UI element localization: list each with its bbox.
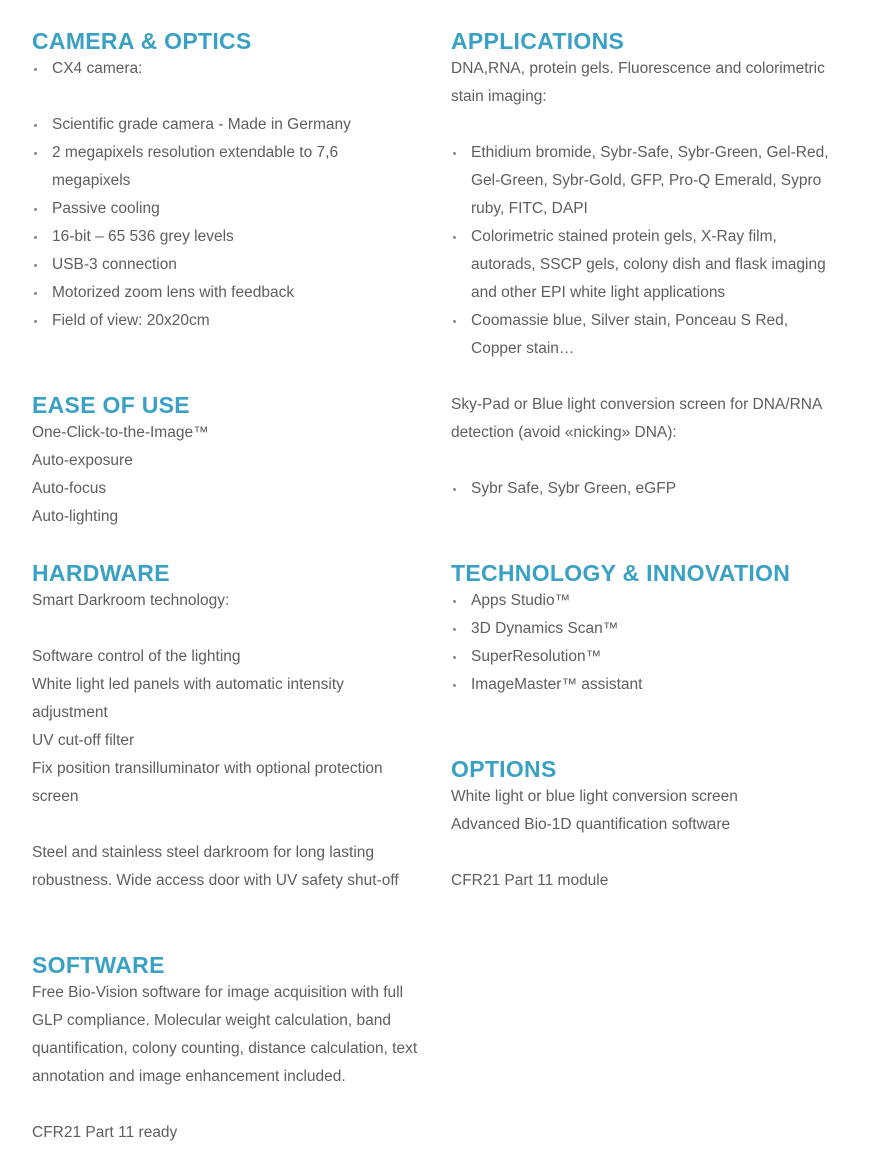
camera-optics-section bbox=[32, 27, 432, 335]
technology-bullet: ImageMaster™ assistant bbox=[451, 671, 861, 699]
camera-bullet: USB-3 connection bbox=[32, 251, 432, 279]
applications-bullet-list bbox=[451, 139, 861, 363]
options-heading: OPTIONS bbox=[451, 756, 557, 782]
technology-heading: TECHNOLOGY & INNOVATION bbox=[451, 560, 791, 586]
applications-bullet: Ethidium bromide, Sybr-Safe, Sybr-Green, Gel-Red, Gel-Green, Sybr-Gold, GFP, Pro-Q Emerald, Sypro ruby, FITC, DAPI bbox=[451, 139, 841, 223]
applications-section bbox=[451, 27, 861, 503]
camera-bullet-list bbox=[32, 111, 432, 335]
ease-line: Auto-focus bbox=[32, 480, 107, 497]
technology-section bbox=[451, 559, 861, 699]
ease-of-use-section bbox=[32, 391, 432, 531]
camera-bullet: Scientific grade camera - Made in Germany bbox=[32, 111, 432, 139]
technology-bullet: SuperResolution™ bbox=[451, 643, 861, 671]
camera-optics-heading: CAMERA & OPTICS bbox=[32, 28, 252, 54]
skypad-bullet: Sybr Safe, Sybr Green, eGFP bbox=[451, 475, 861, 503]
camera-bullet: 16-bit – 65 536 grey levels bbox=[32, 223, 432, 251]
software-note: CFR21 Part 11 ready bbox=[32, 1124, 178, 1141]
technology-bullet: 3D Dynamics Scan™ bbox=[451, 615, 861, 643]
hardware-intro: Smart Darkroom technology: bbox=[32, 592, 230, 609]
hardware-section bbox=[32, 559, 432, 895]
software-text: Free Bio-Vision software for image acquisition with full GLP compliance. Molecular weight calculation, band quantification, colony counting, distance calculation, text annotation and image enhancement included. bbox=[32, 984, 418, 1085]
options-note: CFR21 Part 11 module bbox=[451, 872, 609, 889]
hardware-heading: HARDWARE bbox=[32, 560, 170, 586]
camera-bullet: Passive cooling bbox=[32, 195, 432, 223]
skypad-bullet-list bbox=[451, 475, 861, 503]
software-heading: SOFTWARE bbox=[32, 952, 165, 978]
camera-bullet: Motorized zoom lens with feedback bbox=[32, 279, 432, 307]
applications-bullet: Colorimetric stained protein gels, X-Ray film, autorads, SSCP gels, colony dish and flask imaging and other EPI white light applications bbox=[451, 223, 841, 307]
technology-bullet: Apps Studio™ bbox=[451, 587, 861, 615]
options-line: Advanced Bio-1D quantification software bbox=[451, 816, 731, 833]
ease-line: Auto-lighting bbox=[32, 508, 119, 525]
ease-of-use-heading: EASE OF USE bbox=[32, 392, 190, 418]
software-section bbox=[32, 951, 432, 1147]
hardware-line: UV cut-off filter bbox=[32, 732, 135, 749]
applications-intro: DNA,RNA, protein gels. Fluorescence and colorimetric stain imaging: bbox=[451, 60, 825, 105]
applications-bullet: Coomassie blue, Silver stain, Ponceau S Red, Copper stain… bbox=[451, 307, 801, 363]
camera-bullet: 2 megapixels resolution extendable to 7,6 megapixels bbox=[32, 139, 342, 195]
camera-bullet: Field of view: 20x20cm bbox=[32, 307, 432, 335]
hardware-line: Fix position transilluminator with optional protection screen bbox=[32, 760, 383, 805]
camera-intro-list bbox=[32, 55, 432, 83]
technology-bullet-list bbox=[451, 587, 861, 699]
ease-line: Auto-exposure bbox=[32, 452, 133, 469]
ease-line: One-Click-to-the-Image™ bbox=[32, 424, 209, 441]
hardware-line: Software control of the lighting bbox=[32, 648, 241, 665]
hardware-closing: Steel and stainless steel darkroom for long lasting robustness. Wide access door with UV safety shut-off bbox=[32, 844, 399, 889]
options-line: White light or blue light conversion screen bbox=[451, 788, 738, 805]
skypad-text: Sky-Pad or Blue light conversion screen for DNA/RNA detection (avoid «nicking» DNA): bbox=[451, 396, 822, 441]
options-section bbox=[451, 755, 861, 895]
applications-heading: APPLICATIONS bbox=[451, 28, 625, 54]
camera-intro-item: CX4 camera: bbox=[32, 55, 432, 83]
hardware-line: White light led panels with automatic intensity adjustment bbox=[32, 676, 344, 721]
